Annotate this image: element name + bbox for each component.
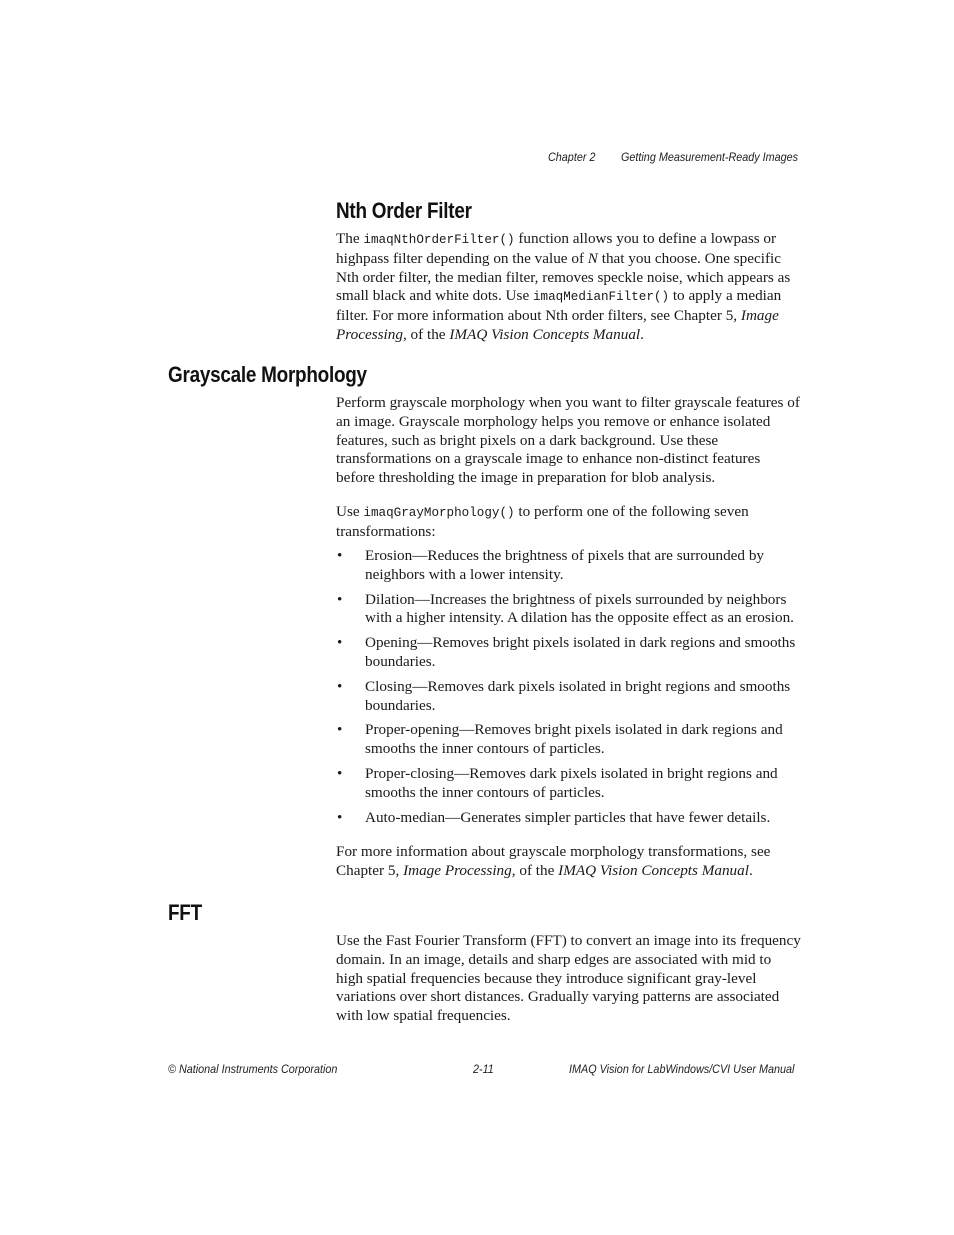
- list-item: • Erosion—Reduces the brightness of pixels that are surrounded by neighbors with a lower intensity.: [337, 547, 765, 583]
- list-item: • Opening—Removes bright pixels isolated in dark regions and smooths boundaries.: [337, 634, 796, 670]
- bullet-marker: •: [337, 764, 343, 782]
- bullet-marker: •: [337, 547, 343, 564]
- transformations-list: [336, 547, 802, 833]
- footer-page-number: 2-11: [473, 1062, 494, 1076]
- list-item: • Closing—Removes dark pixels isolated in bright regions and smooths boundaries.: [337, 677, 791, 714]
- list-item: • Auto-median—Generates simpler particles that have fewer details.: [337, 808, 771, 826]
- code-imaqNthOrderFilter: imaqNthOrderFilter(): [363, 233, 515, 247]
- nth-order-filter-paragraph: The imaqNthOrderFilter() function allows you to define a lowpass or highpass filter depending on the value of N that you choose. One specific Nth order filter, the median filter, removes speckle noise, which appears as small black and white dots. Use imaqMedianFilter() to apply a median filter. For more information about Nth order filters, see Chapter 5, Image Processing, of the IMAQ Vision Concepts Manual.: [336, 230, 791, 343]
- bullet-marker: •: [337, 634, 343, 652]
- footer-manual-title: IMAQ Vision for LabWindows/CVI User Manual: [569, 1062, 795, 1076]
- grayscale-morphology-reference-paragraph: For more information about grayscale morphology transformations, see Chapter 5, Image Processing, of the IMAQ Vision Concepts Manual.: [336, 843, 771, 879]
- section-heading-grayscale-morphology: Grayscale Morphology: [168, 362, 367, 387]
- bullet-marker: •: [337, 590, 343, 608]
- code-imaqGrayMorphology: imaqGrayMorphology(): [363, 506, 515, 520]
- running-header-title: Getting Measurement-Ready Images: [621, 150, 799, 164]
- grayscale-morphology-use-paragraph: Use imaqGrayMorphology() to perform one of the following seven transformations:: [336, 503, 749, 540]
- fft-paragraph: Use the Fast Fourier Transform (FFT) to convert an image into its frequency domain. In an image, details and sharp edges are associated with mid to high spatial frequencies because they introduce significant gray-level variations over short distances. Gradually varying patterns are associated with low spatial frequencies.: [336, 932, 801, 1025]
- bullet-marker: •: [337, 721, 343, 739]
- list-item: • Proper-closing—Removes dark pixels isolated in bright regions and smooths the inner contours of particles.: [337, 764, 778, 801]
- list-item: • Dilation—Increases the brightness of pixels surrounded by neighbors with a higher intensity. A dilation has the opposite effect as an erosion.: [337, 590, 794, 627]
- bullet-marker: •: [337, 808, 343, 826]
- section-heading-fft: FFT: [168, 900, 202, 925]
- code-imaqMedianFilter: imaqMedianFilter(): [532, 290, 670, 305]
- footer-copyright: © National Instruments Corporation: [168, 1062, 338, 1076]
- running-header-chapter: Chapter 2: [548, 150, 596, 164]
- grayscale-morphology-intro-paragraph: Perform grayscale morphology when you want to filter grayscale features of an image. Grayscale morphology helps you remove or enhance isolated features, such as bright pixels on a dark background. Use these transformations on a grayscale image to enhance non-distinct features before thresholding the image in preparation for blob analysis.: [336, 394, 800, 487]
- section-heading-nth-order-filter: Nth Order Filter: [336, 198, 472, 223]
- list-item: • Proper-opening—Removes bright pixels isolated in dark regions and smooths the inner contours of particles.: [337, 721, 783, 758]
- bullet-marker: •: [337, 677, 343, 695]
